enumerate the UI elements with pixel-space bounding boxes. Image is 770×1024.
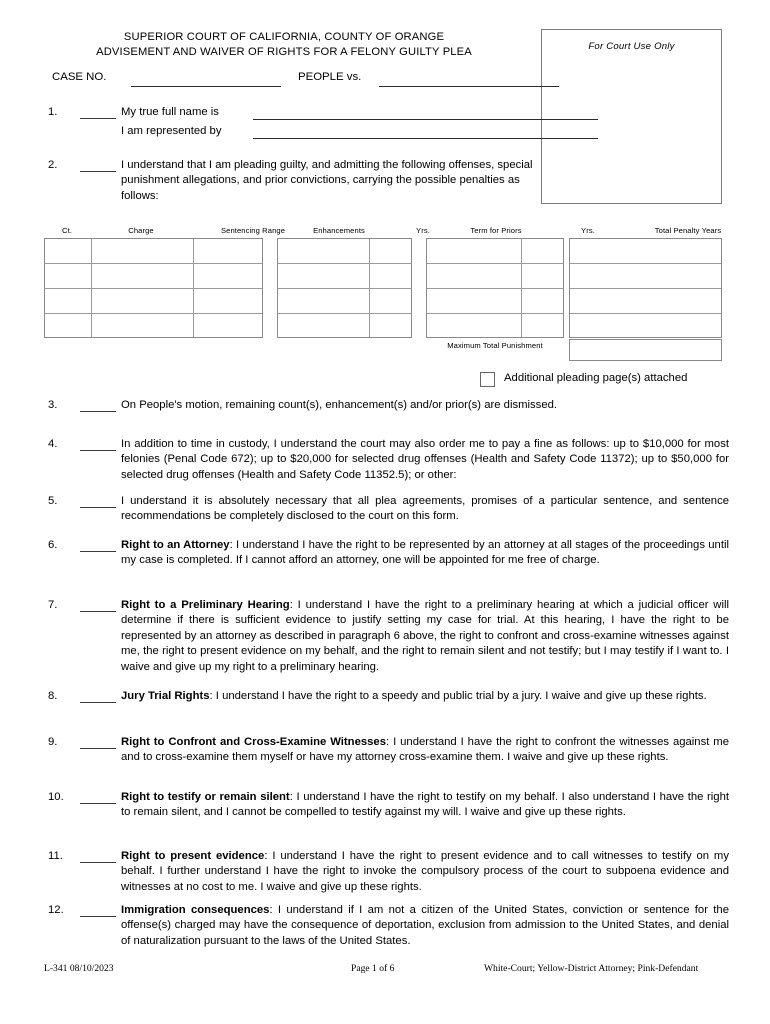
item-7-lead: Right to a Preliminary Hearing — [121, 599, 290, 611]
maximum-total-punishment-label: Maximum Total Punishment — [447, 341, 543, 350]
item-4-number: 4. — [48, 438, 58, 450]
true-name-label: My true full name is — [121, 106, 219, 118]
item-8-text: : I understand I have the right to a speedy and public trial by a jury. I waive and give up these rights. — [209, 690, 707, 702]
item-9-lead: Right to Confront and Cross-Examine Witnesses — [121, 736, 386, 748]
table-row[interactable] — [45, 264, 262, 289]
item-6-body — [121, 538, 729, 569]
header-priors-years: Yrs. — [581, 226, 595, 235]
table-row[interactable] — [45, 289, 262, 314]
attorney-label: I am represented by — [121, 125, 222, 137]
item-4-initials[interactable] — [80, 450, 116, 451]
item-1-body — [121, 105, 729, 143]
case-number-label: CASE NO. — [52, 71, 107, 83]
charge-grid-total-sum — [569, 339, 722, 361]
item-9-body — [121, 735, 729, 766]
item-9-number: 9. — [48, 736, 58, 748]
item-7-initials[interactable] — [80, 611, 116, 612]
charge-grid-enhancements — [277, 238, 412, 338]
page-footer — [44, 963, 726, 979]
table-row[interactable] — [427, 239, 563, 264]
item-10-body — [121, 790, 729, 821]
additional-pages-label: Additional pleading page(s) attached — [504, 372, 688, 384]
header-sentencing-range: Sentencing Range — [220, 226, 286, 235]
item-9-initials[interactable] — [80, 748, 116, 749]
item-11-text: : I understand I have the right to present evidence and to call witnesses to testify on my behalf. I further understand I have the right to invoke the compulsory process of the court to subpoena evidence and witnesses at no cost to me. I waive and give up these rights. — [121, 850, 729, 893]
item-10-lead: Right to testify or remain silent — [121, 791, 290, 803]
representation-line — [121, 124, 729, 143]
page-number: Page 1 of 6 — [351, 963, 395, 974]
item-5-text: I understand it is absolutely necessary that all plea agreements, promises of a particular sentence, and sentence recommendations be completely disclosed to the court on this form. — [121, 495, 729, 523]
table-row[interactable] — [427, 264, 563, 289]
header-term-for-priors: Term for Priors — [470, 226, 522, 235]
item-10-initials[interactable] — [80, 803, 116, 804]
item-10-text: : I understand I have the right to testify on my behalf. I also understand I have the right to remain silent, and I cannot be compelled to testify against my will. I waive and give up these rights. — [121, 791, 729, 819]
maximum-total-punishment-value[interactable] — [570, 340, 721, 360]
table-row[interactable] — [278, 239, 411, 264]
header-total-penalty-years: Total Penalty Years — [654, 226, 722, 235]
item-8-body — [121, 689, 729, 704]
charge-grid-left — [44, 238, 263, 338]
court-name: SUPERIOR COURT OF CALIFORNIA, COUNTY OF ORANGE — [123, 31, 445, 43]
people-vs-label: PEOPLE vs. — [298, 71, 362, 83]
table-row[interactable] — [45, 239, 262, 264]
item-8-lead: Jury Trial Rights — [121, 690, 210, 702]
item-7-number: 7. — [48, 599, 58, 611]
item-10-number: 10. — [48, 791, 64, 803]
item-2-number: 2. — [48, 159, 58, 171]
item-12-text: : I understand if I am not a citizen of the United States, conviction or sentence for the offense(s) charged may have the consequence of deportation, exclusion from admission to the United States, and denial of naturalization pursuant to the laws of the United States. — [121, 904, 729, 947]
charge-table-headers — [44, 226, 724, 238]
item-1-number: 1. — [48, 106, 58, 118]
item-3-text: On People's motion, remaining count(s), enhancement(s) and/or prior(s) are dismissed. — [121, 399, 558, 411]
item-11-body — [121, 849, 729, 895]
item-1-initials[interactable] — [80, 118, 116, 119]
case-number-row — [52, 71, 532, 89]
defendant-name-input[interactable] — [379, 86, 559, 87]
item-8-number: 8. — [48, 690, 58, 702]
table-row[interactable] — [427, 314, 563, 337]
table-row[interactable] — [570, 239, 721, 264]
case-number-input[interactable] — [131, 86, 281, 87]
for-court-use-only-label: For Court Use Only — [588, 41, 675, 52]
item-12-lead: Immigration consequences — [121, 904, 270, 916]
header-charge: Charge — [128, 226, 154, 235]
header-enhancements: Enhancements — [313, 226, 365, 235]
item-3-number: 3. — [48, 399, 58, 411]
true-name-input[interactable] — [253, 119, 598, 120]
attorney-input[interactable] — [253, 138, 598, 139]
table-row[interactable] — [278, 264, 411, 289]
table-row[interactable] — [427, 289, 563, 314]
form-title-block — [44, 30, 524, 60]
copy-legend: White-Court; Yellow-District Attorney; Pink-Defendant — [484, 963, 699, 974]
item-12-number: 12. — [48, 904, 64, 916]
item-4-text: In addition to time in custody, I understand the court may also order me to pay a fine as follows: up to $10,000 for most felonies (Penal Code 672); up to $20,000 for selected drug offenses (Health and Safety Code 11372); up to $50,000 for selected drug offenses (Health and Safety Code 11352.5); or other: — [121, 438, 729, 481]
form-id: L-341 08/10/2023 — [44, 963, 114, 974]
item-3-initials[interactable] — [80, 411, 116, 412]
item-12-body — [121, 903, 729, 949]
item-7-body — [121, 598, 729, 675]
item-6-text: : I understand I have the right to be represented by an attorney at all stages of the proceedings until my case is completed. If I cannot afford an attorney, one will be appointed for me free of charge. — [121, 539, 729, 567]
form-title: ADVISEMENT AND WAIVER OF RIGHTS FOR A FELONY GUILTY PLEA — [96, 46, 472, 58]
table-row[interactable] — [278, 289, 411, 314]
table-row[interactable] — [570, 264, 721, 289]
header-enhancement-years: Yrs. — [416, 226, 430, 235]
item-5-initials[interactable] — [80, 507, 116, 508]
item-7-text: : I understand I have the right to a preliminary hearing at which a judicial officer will determine if there is sufficient evidence to justify setting my case for trial. At this hearing, I have the right to be represented by an attorney as described in paragraph 6 above, the right to confront and cross-examine witnesses against me, the right to present evidence on my behalf, and the right to remain silent and not testify; but I may testify if I want to. I waive and give up my right to a preliminary hearing. — [121, 599, 729, 673]
item-2-initials[interactable] — [80, 171, 116, 172]
item-9-text: : I understand I have the right to confront the witnesses against me and to cross-examine them myself or have my attorney cross-examine them. I waive and give up these rights. — [121, 736, 730, 764]
item-11-initials[interactable] — [80, 862, 116, 863]
item-8-initials[interactable] — [80, 702, 116, 703]
item-6-lead: Right to an Attorney — [121, 539, 230, 551]
header-count: Ct. — [61, 226, 72, 235]
table-row[interactable] — [45, 314, 262, 337]
item-5-number: 5. — [48, 495, 58, 507]
charge-grid-total-penalty — [569, 238, 722, 338]
additional-pages-checkbox[interactable] — [480, 372, 495, 387]
table-row[interactable] — [278, 314, 411, 337]
item-2-text: I understand that I am pleading guilty, and admitting the following offenses, special punishment allegations, and prior convictions, carrying the possible penalties as follows: — [121, 159, 533, 202]
item-11-lead: Right to present evidence — [121, 850, 265, 862]
true-name-line — [121, 105, 729, 124]
table-row[interactable] — [570, 289, 721, 314]
item-11-number: 11. — [48, 850, 63, 862]
charge-grid-priors — [426, 238, 564, 338]
item-6-number: 6. — [48, 539, 58, 551]
table-row[interactable] — [570, 314, 721, 337]
item-12-initials[interactable] — [80, 916, 116, 917]
item-6-initials[interactable] — [80, 551, 116, 552]
